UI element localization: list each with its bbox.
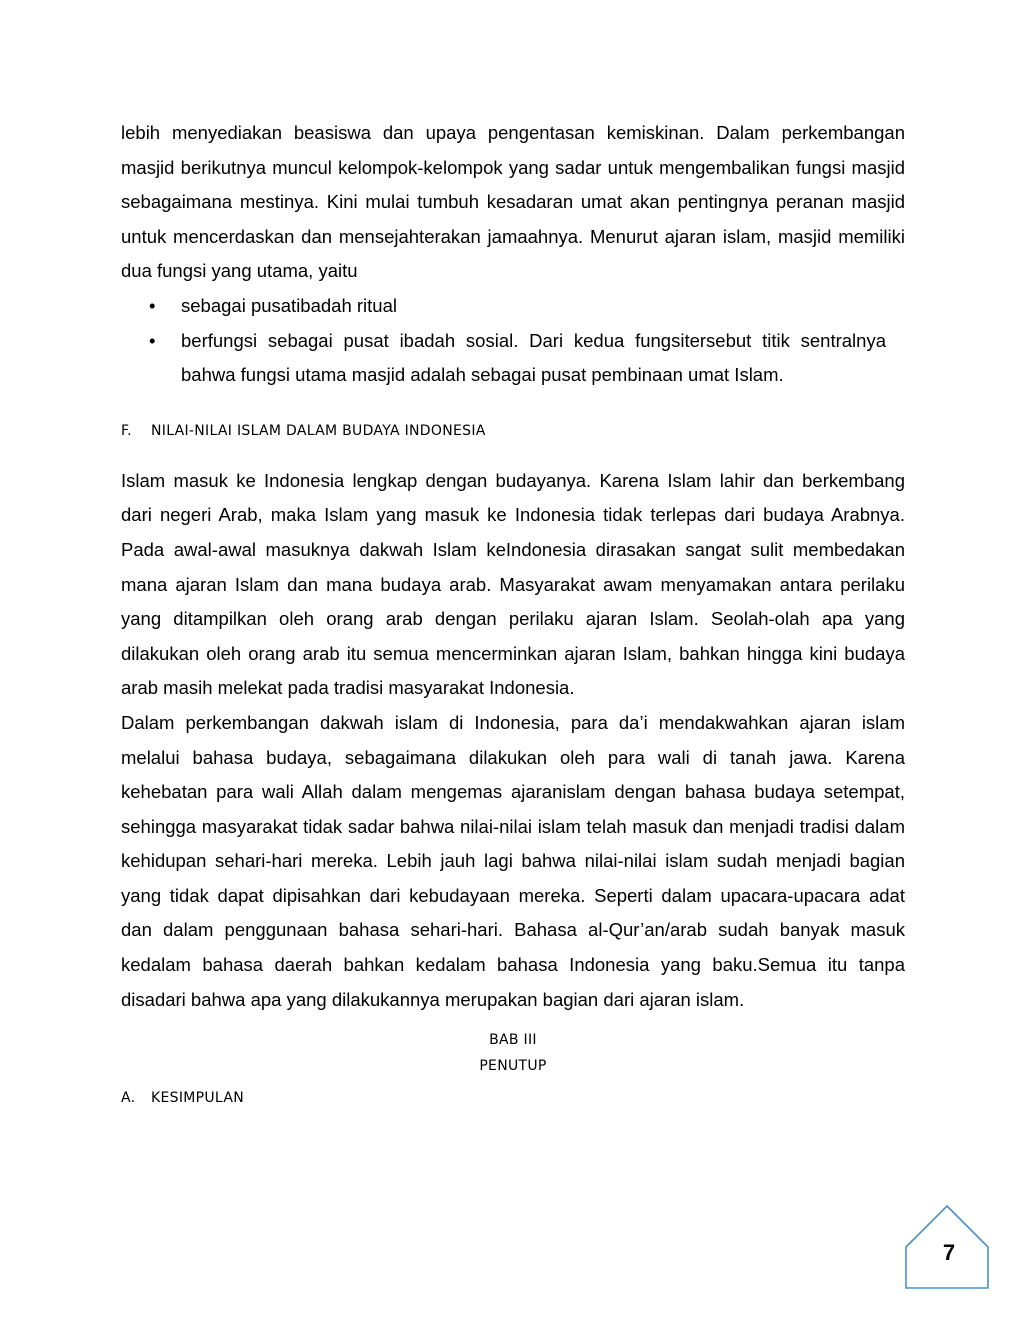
section-number: F. xyxy=(121,422,132,439)
body-paragraph-intro: lebih menyediakan beasiswa dan upaya pengentasan kemiskinan. Dalam perkembangan masjid berikutnya muncul kelompok-kelompok yang sadar untuk mengembalikan fungsi masjid sebagaimana mestinya. Kini mulai tumbuh kesadaran umat akan pentingnya peranan masjid untuk mencerdaskan dan mensejahterakan jamaahnya. Menurut ajaran islam, masjid memiliki dua fungsi yang utama, yaitu xyxy=(121,122,905,282)
bullet-dot-icon: • xyxy=(149,329,156,351)
chapter-heading xyxy=(121,1027,905,1079)
section-heading-f xyxy=(121,421,905,441)
bullet-item xyxy=(121,324,886,393)
bullet-item-text: berfungsi sebagai pusat ibadah sosial. Dari kedua fungsitersebut titik sentralnya bahwa fungsi utama masjid adalah sebagai pusat pembinaan umat Islam. xyxy=(181,329,886,386)
bullet-item-text: sebagai pusatibadah ritual xyxy=(181,294,397,316)
body-paragraph: Dalam perkembangan dakwah islam di Indonesia, para da’i mendakwahkan ajaran islam melalui bahasa budaya, sebagaimana dilakukan oleh para wali di tanah jawa. Karena kehebatan para wali Allah dalam mengemas ajaranislam dengan bahasa budaya setempat, sehingga masyarakat tidak sadar bahwa nilai-nilai islam telah masuk dan menjadi tradisi dalam kehidupan sehari-hari mereka. Lebih jauh lagi bahwa nilai-nilai islam sudah menjadi bagian yang tidak dapat dipisahkan dari kebudayaan mereka. Seperti dalam upacara-upacara adat dan dalam penggunaan bahasa sehari-hari. Bahasa al-Qur’an/arab sudah banyak masuk kedalam bahasa daerah bahkan kedalam bahasa Indonesia yang baku.Semua itu tanpa disadari bahwa apa yang dilakukannya merupakan bagian dari ajaran islam. xyxy=(121,711,905,1010)
bullet-list xyxy=(121,289,905,393)
section-title: NILAI-NILAI ISLAM DALAM BUDAYA INDONESIA xyxy=(151,422,486,439)
chapter-title: PENUTUP xyxy=(479,1058,547,1075)
bullet-item xyxy=(121,289,886,324)
bullet-dot-icon: • xyxy=(149,294,156,316)
page-content xyxy=(121,116,905,1108)
chapter-label: BAB III xyxy=(489,1032,537,1049)
section-number: A. xyxy=(121,1090,136,1107)
section-heading-a xyxy=(121,1088,905,1108)
section-title: KESIMPULAN xyxy=(151,1090,244,1107)
body-paragraph: Islam masuk ke Indonesia lengkap dengan budayanya. Karena Islam lahir dan berkembang dari negeri Arab, maka Islam yang masuk ke Indonesia tidak terlepas dari budaya Arabnya. Pada awal-awal masuknya dakwah Islam keIndonesia dirasakan sangat sulit membedakan mana ajaran Islam dan mana budaya arab. Masyarakat awam menyamakan antara perilaku yang ditampilkan oleh orang arab dengan perilaku ajaran Islam. Seolah-olah apa yang dilakukan oleh orang arab itu semua mencerminkan ajaran Islam, bahkan hingga kini budaya arab masih melekat pada tradisi masyarakat Indonesia. xyxy=(121,469,905,699)
page-number: 7 xyxy=(942,1240,956,1265)
